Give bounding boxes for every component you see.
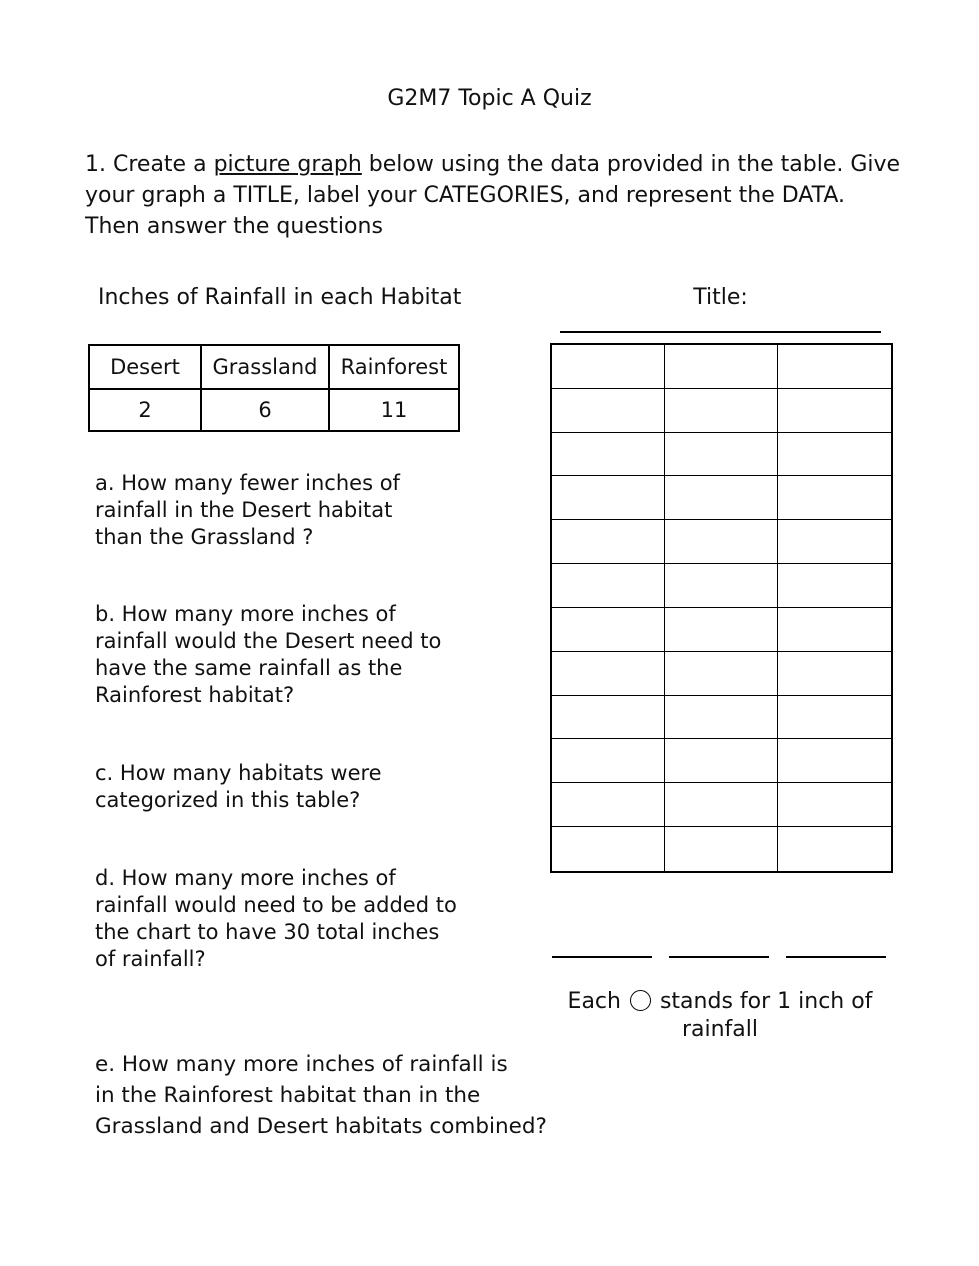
question-line: Grassland and Desert habitats combined? bbox=[95, 1114, 547, 1139]
graph-cell[interactable] bbox=[552, 520, 665, 564]
question-line: rainfall would the Desert need to bbox=[95, 629, 442, 653]
rainfall-table-caption: Inches of Rainfall in each Habitat bbox=[98, 285, 462, 310]
graph-cell[interactable] bbox=[552, 652, 665, 696]
graph-cell[interactable] bbox=[552, 389, 665, 433]
graph-cell[interactable] bbox=[665, 564, 778, 608]
question-line: rainfall would need to be added to bbox=[95, 893, 457, 917]
question-line: e. How many more inches of rainfall is bbox=[95, 1052, 508, 1077]
graph-cell[interactable] bbox=[665, 433, 778, 477]
category-blank[interactable] bbox=[552, 925, 652, 958]
intro-line-1 bbox=[85, 149, 900, 180]
header-rainforest: Rainforest bbox=[329, 345, 459, 389]
legend-text: Each bbox=[567, 989, 621, 1014]
graph-cell[interactable] bbox=[665, 783, 778, 827]
table-value-row bbox=[89, 389, 459, 431]
graph-cell[interactable] bbox=[665, 652, 778, 696]
question-line: a. How many fewer inches of bbox=[95, 471, 400, 495]
graph-cell[interactable] bbox=[778, 608, 891, 652]
graph-cell[interactable] bbox=[778, 783, 891, 827]
value-rainforest: 11 bbox=[329, 389, 459, 431]
header-grassland: Grassland bbox=[201, 345, 329, 389]
question-a bbox=[95, 470, 400, 551]
graph-cell[interactable] bbox=[665, 389, 778, 433]
header-desert: Desert bbox=[89, 345, 201, 389]
graph-cell[interactable] bbox=[552, 476, 665, 520]
graph-cell[interactable] bbox=[778, 520, 891, 564]
category-blank[interactable] bbox=[786, 925, 886, 958]
category-blanks bbox=[552, 925, 886, 958]
graph-cell[interactable] bbox=[778, 564, 891, 608]
graph-title-label: Title: bbox=[693, 285, 748, 310]
graph-cell[interactable] bbox=[778, 389, 891, 433]
intro-text: below using the data provided in the table. Give bbox=[361, 152, 901, 177]
graph-cell[interactable] bbox=[665, 608, 778, 652]
legend-line-1 bbox=[545, 988, 895, 1016]
legend bbox=[545, 988, 895, 1044]
graph-cell[interactable] bbox=[778, 696, 891, 740]
circle-icon bbox=[630, 990, 651, 1011]
question-e bbox=[95, 1049, 547, 1142]
graph-cell[interactable] bbox=[665, 520, 778, 564]
legend-text: stands for 1 inch of bbox=[659, 989, 873, 1014]
graph-cell[interactable] bbox=[778, 345, 891, 389]
question-line: have the same rainfall as the bbox=[95, 656, 403, 680]
question-line: categorized in this table? bbox=[95, 788, 361, 812]
graph-cell[interactable] bbox=[778, 652, 891, 696]
graph-title-blank[interactable] bbox=[560, 300, 881, 333]
value-grassland: 6 bbox=[201, 389, 329, 431]
graph-cell[interactable] bbox=[552, 345, 665, 389]
graph-cell[interactable] bbox=[665, 476, 778, 520]
legend-line-2: rainfall bbox=[681, 1017, 759, 1042]
graph-cell[interactable] bbox=[778, 827, 891, 871]
graph-cell[interactable] bbox=[665, 739, 778, 783]
question-line: in the Rainforest habitat than in the bbox=[95, 1083, 481, 1108]
question-d bbox=[95, 865, 457, 973]
category-blank[interactable] bbox=[669, 925, 769, 958]
graph-cell[interactable] bbox=[552, 564, 665, 608]
question-c bbox=[95, 760, 382, 814]
graph-cell[interactable] bbox=[778, 433, 891, 477]
picture-graph-grid bbox=[550, 343, 893, 873]
graph-cell[interactable] bbox=[665, 827, 778, 871]
question-line: the chart to have 30 total inches bbox=[95, 920, 440, 944]
question-line: b. How many more inches of bbox=[95, 602, 396, 626]
graph-cell[interactable] bbox=[778, 739, 891, 783]
question-line: than the Grassland ? bbox=[95, 525, 314, 549]
intro-line-2: your graph a TITLE, label your CATEGORIES, and represent the DATA. bbox=[85, 183, 846, 208]
rainfall-data-table bbox=[88, 344, 460, 432]
question1-instructions bbox=[85, 149, 900, 242]
intro-underlined-text: picture graph bbox=[213, 152, 362, 177]
question-line: d. How many more inches of bbox=[95, 866, 396, 890]
page-title: G2M7 Topic A Quiz bbox=[387, 86, 592, 111]
intro-line-3: Then answer the questions bbox=[85, 214, 383, 239]
value-desert: 2 bbox=[89, 389, 201, 431]
question-b bbox=[95, 601, 441, 709]
graph-cell[interactable] bbox=[552, 827, 665, 871]
graph-cell[interactable] bbox=[665, 696, 778, 740]
question-line: c. How many habitats were bbox=[95, 761, 382, 785]
graph-cell[interactable] bbox=[552, 608, 665, 652]
graph-cell[interactable] bbox=[552, 696, 665, 740]
intro-text: 1. Create a bbox=[85, 152, 214, 177]
graph-cell[interactable] bbox=[552, 783, 665, 827]
graph-cell[interactable] bbox=[552, 433, 665, 477]
graph-cell[interactable] bbox=[778, 476, 891, 520]
graph-cell[interactable] bbox=[552, 739, 665, 783]
question-line: Rainforest habitat? bbox=[95, 683, 295, 707]
graph-cell[interactable] bbox=[665, 345, 778, 389]
question-line: of rainfall? bbox=[95, 947, 206, 971]
table-header-row bbox=[89, 345, 459, 389]
question-line: rainfall in the Desert habitat bbox=[95, 498, 393, 522]
